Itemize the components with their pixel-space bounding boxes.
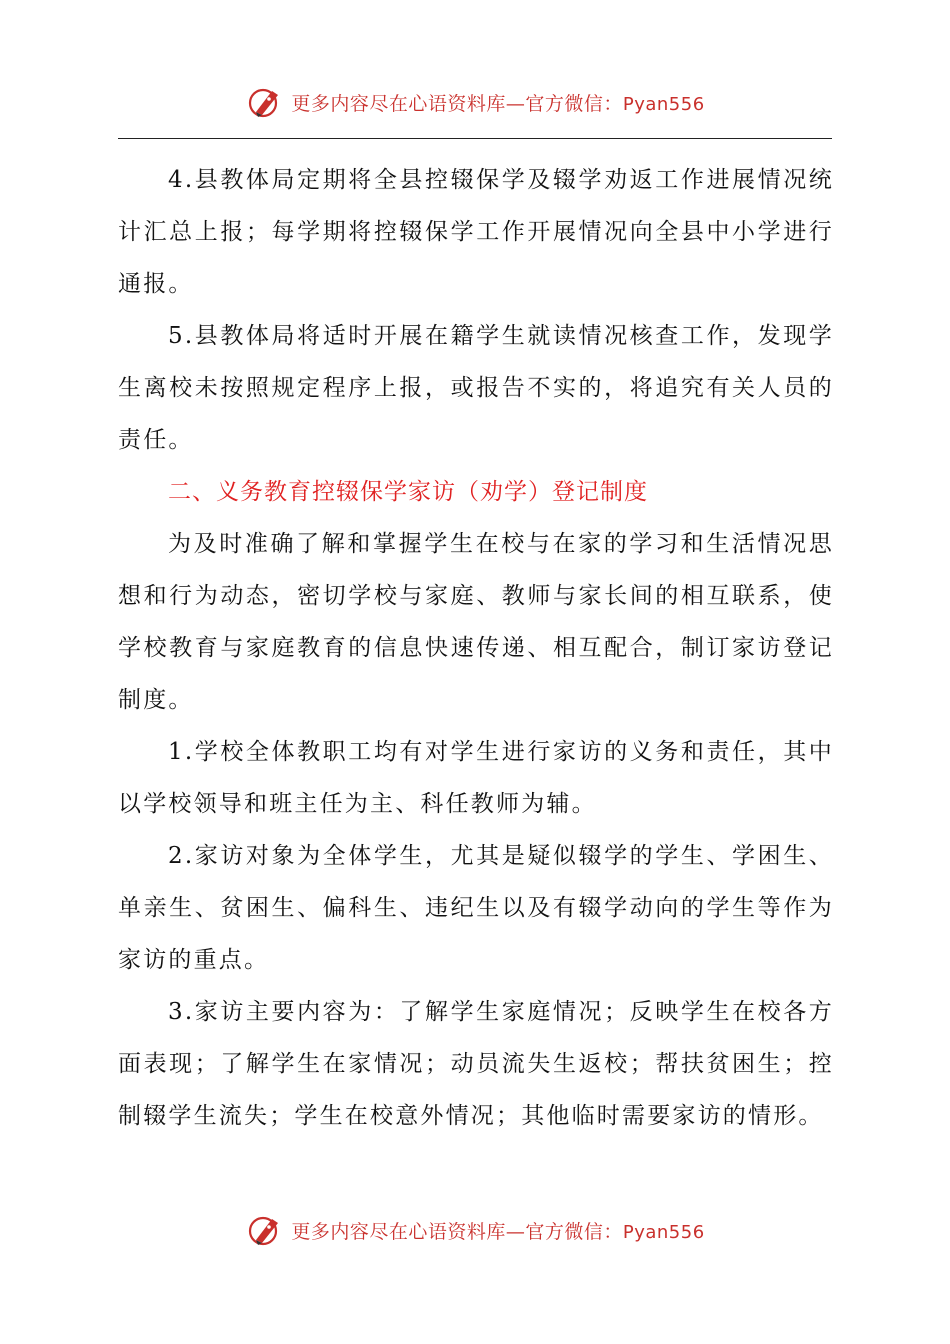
section-intro: 为及时准确了解和掌握学生在校与在家的学习和生活情况思想和行为动态，密切学校与家庭、教师与家长间的相互联系，使学校教育与家庭教育的信息快速传递、相互配合，制订家访登记制度。 xyxy=(118,531,834,713)
header-divider xyxy=(118,138,832,139)
document-body xyxy=(118,154,834,1142)
list-item-1: 1.学校全体教职工均有对学生进行家访的义务和责任，其中以学校领导和班主任为主、科任教师为辅。 xyxy=(118,739,834,817)
section-heading: 二、义务教育控辍保学家访（劝学）登记制度 xyxy=(168,479,648,505)
header-banner-text xyxy=(291,89,704,116)
paragraph-item-5: 5.县教体局将适时开展在籍学生就读情况核查工作，发现学生离校未按照规定程序上报，或报告不实的，将追究有关人员的责任。 xyxy=(118,323,834,453)
pen-nib-circle-icon xyxy=(245,1210,285,1250)
footer-banner xyxy=(0,1208,950,1252)
list-item-3: 3.家访主要内容为：了解学生家庭情况；反映学生在校各方面表现；了解学生在家情况；动员流失生返校；帮扶贫困生；控制辍学生流失；学生在校意外情况；其他临时需要家访的情形。 xyxy=(118,999,834,1129)
footer-banner-text xyxy=(291,1217,704,1244)
header-banner-account: Pyan556 xyxy=(622,93,705,115)
header-banner-label: 更多内容尽在心语资料库—官方微信： xyxy=(291,92,623,115)
footer-banner-account: Pyan556 xyxy=(622,1221,705,1243)
list-item-2: 2.家访对象为全体学生，尤其是疑似辍学的学生、学困生、单亲生、贫困生、偏科生、违纪生以及有辍学动向的学生等作为家访的重点。 xyxy=(118,843,834,973)
footer-banner-label: 更多内容尽在心语资料库—官方微信： xyxy=(291,1220,623,1243)
paragraph-item-4: 4.县教体局定期将全县控辍保学及辍学劝返工作进展情况统计汇总上报；每学期将控辍保学工作开展情况向全县中小学进行通报。 xyxy=(118,167,834,297)
pen-nib-circle-icon xyxy=(245,82,285,122)
header-banner xyxy=(0,80,950,124)
